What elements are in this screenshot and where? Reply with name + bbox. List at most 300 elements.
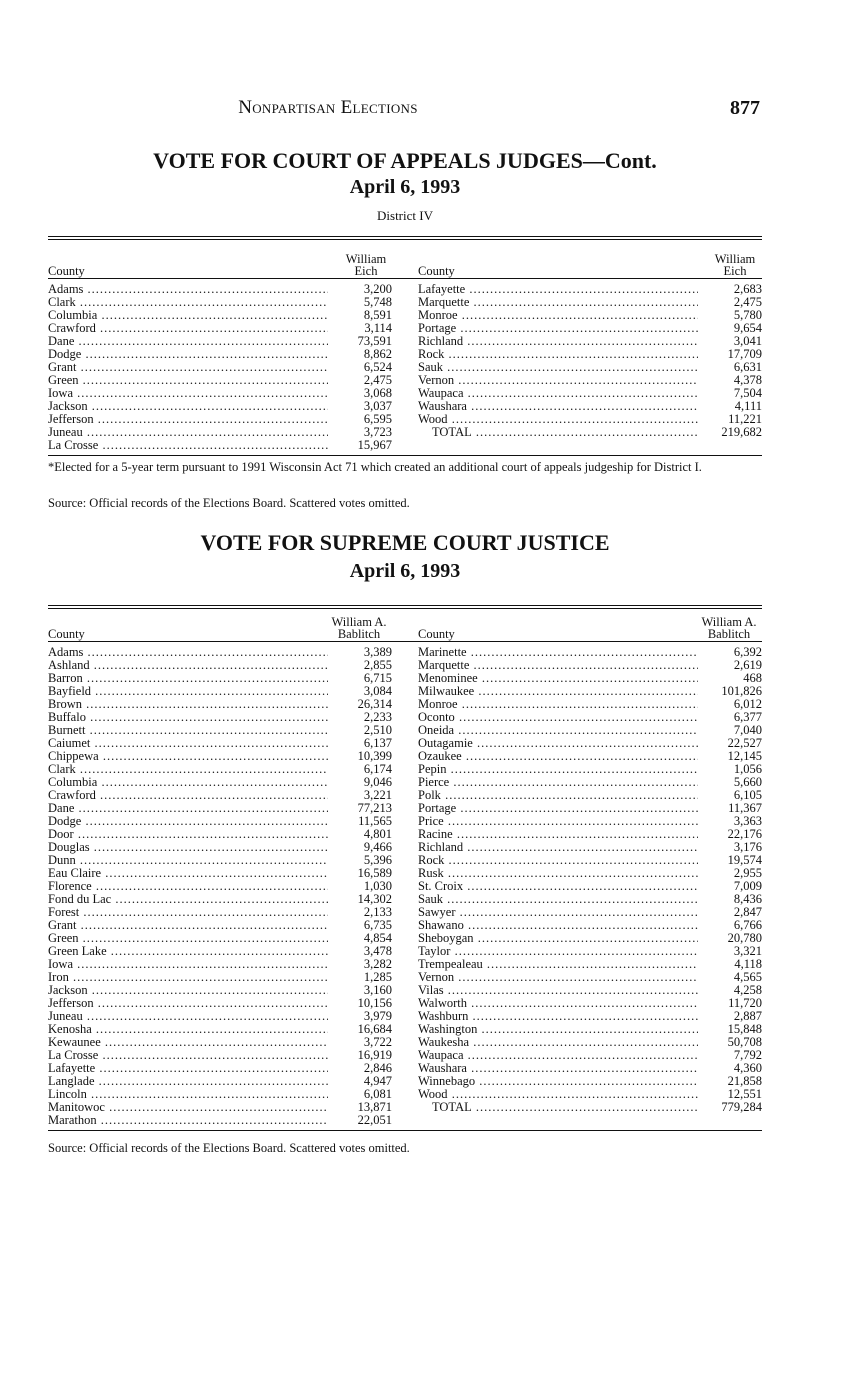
county-name: Lincoln ..... [48,1088,328,1101]
candidate-header-right [696,616,762,640]
county-name: Chippewa ..... [48,750,328,763]
table-row [418,893,762,906]
vote-count: 6,012 [698,698,762,711]
table-row [418,1049,762,1062]
table-row [48,1010,392,1023]
table-row [48,906,392,919]
county-name: Vernon ..... [418,971,698,984]
vote-count: 6,137 [328,737,392,750]
county-name: St. Croix ..... [418,880,698,893]
county-name: Portage ..... [418,322,698,335]
vote-count: 11,221 [698,413,762,426]
vote-count: 1,285 [328,971,392,984]
table-row [48,1023,392,1036]
county-name: Ozaukee ..... [418,750,698,763]
county-name: La Crosse ..... [48,439,328,452]
vote-count: 10,156 [328,997,392,1010]
supreme-date: April 6, 1993 [349,560,461,582]
vote-count: 6,392 [698,646,762,659]
section-title: Nonpartisan Elections [238,97,418,118]
total-votes: 779,284 [698,1101,762,1114]
vote-count: 3,363 [698,815,762,828]
county-name: La Crosse ..... [48,1049,328,1062]
vote-count: 16,919 [328,1049,392,1062]
table-row [418,932,762,945]
vote-count: 3,321 [698,945,762,958]
county-name: Manitowoc ..... [48,1101,328,1114]
table-row [418,400,762,413]
supreme-title: VOTE FOR SUPREME COURT JUSTICE [200,530,610,555]
county-name: Price ..... [418,815,698,828]
table-row [418,322,762,335]
table-row [48,426,392,439]
vote-count: 11,720 [698,997,762,1010]
table-row [48,309,392,322]
table-row [48,893,392,906]
county-name: Rock ..... [418,348,698,361]
county-name: Clark ..... [48,296,328,309]
vote-count: 3,221 [328,789,392,802]
table-row [48,348,392,361]
vote-count: 5,660 [698,776,762,789]
total-label: TOTAL ..... [418,426,698,439]
county-name: Green ..... [48,374,328,387]
vote-count: 6,377 [698,711,762,724]
table-row [418,815,762,828]
county-name: Washington ..... [418,1023,698,1036]
vote-count: 2,847 [698,906,762,919]
table-row [48,1101,392,1114]
vote-count: 3,037 [328,400,392,413]
table-row [48,711,392,724]
table-row [48,672,392,685]
vote-count: 3,041 [698,335,762,348]
vote-count: 3,176 [698,841,762,854]
county-name: Waukesha ..... [418,1036,698,1049]
table-row [418,750,762,763]
county-name: Waupaca ..... [418,1049,698,1062]
table-row [418,737,762,750]
vote-count: 11,565 [328,815,392,828]
county-name: Wood ..... [418,413,698,426]
county-name: Shawano ..... [418,919,698,932]
county-name: Portage ..... [418,802,698,815]
vote-count: 20,780 [698,932,762,945]
vote-count: 2,510 [328,724,392,737]
county-name: Iron ..... [48,971,328,984]
table-row [48,997,392,1010]
county-name: Brown ..... [48,698,328,711]
vote-count: 14,302 [328,893,392,906]
table-row [48,659,392,672]
candidate-first-name: William A. [331,615,387,629]
vote-count: 15,848 [698,1023,762,1036]
vote-count: 8,591 [328,309,392,322]
vote-count: 6,631 [698,361,762,374]
vote-count: 2,619 [698,659,762,672]
county-name: Burnett ..... [48,724,328,737]
vote-count: 3,114 [328,322,392,335]
candidate-first-name: William [345,252,387,266]
table-row [418,296,762,309]
vote-count: 21,858 [698,1075,762,1088]
county-name: Langlade ..... [48,1075,328,1088]
appeals-bottom-rule [48,455,762,456]
vote-count: 6,174 [328,763,392,776]
table-row [418,309,762,322]
table-row [48,815,392,828]
vote-count: 5,748 [328,296,392,309]
vote-count: 2,887 [698,1010,762,1023]
vote-count: 2,846 [328,1062,392,1075]
table-row [48,737,392,750]
table-row [48,646,392,659]
table-row [418,906,762,919]
county-name: Columbia ..... [48,309,328,322]
candidate-first-name: William A. [701,615,757,629]
vote-count: 6,081 [328,1088,392,1101]
county-name: Trempealeau ..... [418,958,698,971]
county-name: Jackson ..... [48,400,328,413]
vote-count: 9,046 [328,776,392,789]
vote-count: 2,233 [328,711,392,724]
table-row [48,984,392,997]
vote-count: 73,591 [328,335,392,348]
table-row [418,841,762,854]
county-name: Marquette ..... [418,659,698,672]
county-name: Monroe ..... [418,698,698,711]
table-row [48,1114,392,1127]
table-row [418,880,762,893]
county-name: Kenosha ..... [48,1023,328,1036]
total-votes: 219,682 [698,426,762,439]
vote-count: 4,360 [698,1062,762,1075]
vote-count: 13,871 [328,1101,392,1114]
county-name: Douglas ..... [48,841,328,854]
total-label: TOTAL ..... [418,1101,698,1114]
vote-count: 6,524 [328,361,392,374]
county-name: Iowa ..... [48,958,328,971]
header-rule [48,278,762,279]
vote-count: 6,105 [698,789,762,802]
county-name: Dane ..... [48,802,328,815]
vote-count: 2,475 [698,296,762,309]
county-name: Outagamie ..... [418,737,698,750]
vote-count: 3,478 [328,945,392,958]
county-name: Wood ..... [418,1088,698,1101]
county-name: Sauk ..... [418,893,698,906]
header-rule [48,641,762,642]
county-name: Columbia ..... [48,776,328,789]
right-column [418,646,762,1114]
vote-count: 4,854 [328,932,392,945]
supreme-bottom-rule [48,1130,762,1131]
county-name: Iowa ..... [48,387,328,400]
table-row [418,387,762,400]
vote-count: 26,314 [328,698,392,711]
vote-count: 7,009 [698,880,762,893]
vote-count: 6,735 [328,919,392,932]
county-name: Adams ..... [48,646,328,659]
table-row [418,672,762,685]
table-row [48,932,392,945]
table-row [48,283,392,296]
county-name: Clark ..... [48,763,328,776]
vote-count: 19,574 [698,854,762,867]
table-row [418,997,762,1010]
county-name: Walworth ..... [418,997,698,1010]
table-row [48,387,392,400]
appeals-date: April 6, 1993 [349,176,461,198]
county-name: Barron ..... [48,672,328,685]
county-name: Buffalo ..... [48,711,328,724]
table-row [418,348,762,361]
county-name: Adams ..... [48,283,328,296]
vote-count: 7,504 [698,387,762,400]
table-row [48,698,392,711]
table-row [418,867,762,880]
vote-count: 6,595 [328,413,392,426]
county-name: Washburn ..... [418,1010,698,1023]
county-name: Crawford ..... [48,322,328,335]
vote-count: 4,118 [698,958,762,971]
table-row [418,283,762,296]
table-row [48,413,392,426]
table-row [48,828,392,841]
vote-count: 11,367 [698,802,762,815]
county-name: Pierce ..... [418,776,698,789]
table-row [418,646,762,659]
vote-count: 4,801 [328,828,392,841]
table-row [48,1075,392,1088]
table-row [418,335,762,348]
table-row [48,854,392,867]
county-name: Monroe ..... [418,309,698,322]
county-name: Rock ..... [418,854,698,867]
appeals-title: VOTE FOR COURT OF APPEALS JUDGES—Cont. [153,148,657,173]
county-name: Dodge ..... [48,348,328,361]
county-name: Forest ..... [48,906,328,919]
county-name: Jackson ..... [48,984,328,997]
table-row [48,400,392,413]
county-name: Sheboygan ..... [418,932,698,945]
page-number: 877 [730,97,760,119]
table-row [418,659,762,672]
county-name: Vilas ..... [418,984,698,997]
county-header-right: County [418,627,455,641]
table-row [48,919,392,932]
table-row [418,919,762,932]
table-row [48,685,392,698]
total-row [418,426,762,439]
vote-count: 2,133 [328,906,392,919]
table-row [48,374,392,387]
county-name: Door ..... [48,828,328,841]
vote-count: 8,436 [698,893,762,906]
table-row [48,789,392,802]
table-row [418,789,762,802]
county-name: Rusk ..... [418,867,698,880]
table-row [418,945,762,958]
county-name: Bayfield ..... [48,685,328,698]
table-row [418,685,762,698]
table-row [418,776,762,789]
county-name: Crawford ..... [48,789,328,802]
table-row [418,374,762,387]
vote-count: 12,551 [698,1088,762,1101]
footnote: *Elected for a 5-year term pursuant to 1991 Wisconsin Act 71 which created an additional court of appeals judgeship for District I. [48,460,702,474]
vote-count: 4,947 [328,1075,392,1088]
vote-count: 22,051 [328,1114,392,1127]
table-row [418,1062,762,1075]
county-name: Jefferson ..... [48,997,328,1010]
candidate-header-right [708,253,762,277]
vote-count: 1,056 [698,763,762,776]
table-row [48,1062,392,1075]
county-name: Juneau ..... [48,426,328,439]
vote-count: 3,723 [328,426,392,439]
county-name: Waupaca ..... [418,387,698,400]
vote-count: 16,589 [328,867,392,880]
county-name: Dane ..... [48,335,328,348]
county-name: Taylor ..... [418,945,698,958]
vote-count: 17,709 [698,348,762,361]
county-name: Caiumet ..... [48,737,328,750]
supreme-source: Source: Official records of the Elections Board. Scattered votes omitted. [48,1141,410,1155]
vote-count: 22,527 [698,737,762,750]
table-row [48,776,392,789]
left-column [48,283,392,452]
table-row [48,867,392,880]
appeals-source: Source: Official records of the Elections Board. Scattered votes omitted. [48,496,410,510]
table-row [48,945,392,958]
county-name: Green ..... [48,932,328,945]
table-row [418,802,762,815]
county-name: Racine ..... [418,828,698,841]
supreme-table [48,605,762,1127]
table-row [418,763,762,776]
vote-count: 2,683 [698,283,762,296]
county-name: Grant ..... [48,919,328,932]
county-name: Oconto ..... [418,711,698,724]
candidate-last-name: Bablitch [707,627,751,641]
candidate-last-name: Bablitch [337,627,381,641]
table-row [48,322,392,335]
table-row [418,1036,762,1049]
county-name: Dodge ..... [48,815,328,828]
vote-count: 2,855 [328,659,392,672]
running-head [48,97,762,123]
table-row [48,958,392,971]
county-name: Juneau ..... [48,1010,328,1023]
table-row [418,698,762,711]
table-row [418,413,762,426]
county-name: Marathon ..... [48,1114,328,1127]
appeals-table [48,236,762,452]
table-row [48,1036,392,1049]
table-row [48,880,392,893]
table-row [48,750,392,763]
table-header [48,609,762,641]
vote-count: 16,684 [328,1023,392,1036]
table-row [418,711,762,724]
candidate-last-name: Eich [354,264,378,278]
table-row [418,1010,762,1023]
table-row [48,724,392,737]
table-row [48,1088,392,1101]
table-row [418,1088,762,1101]
vote-count: 4,258 [698,984,762,997]
vote-count: 8,862 [328,348,392,361]
county-name: Richland ..... [418,841,698,854]
county-name: Richland ..... [418,335,698,348]
vote-count: 2,955 [698,867,762,880]
table-row [48,763,392,776]
candidate-last-name: Eich [723,264,747,278]
county-name: Milwaukee ..... [418,685,698,698]
county-name: Lafayette ..... [48,1062,328,1075]
table-row [418,958,762,971]
vote-count: 5,396 [328,854,392,867]
table-row [418,724,762,737]
county-header-right: County [418,264,455,278]
vote-count: 3,068 [328,387,392,400]
vote-count: 3,979 [328,1010,392,1023]
table-row [48,841,392,854]
county-name: Marquette ..... [418,296,698,309]
county-header-left: County [48,264,85,278]
county-name: Polk ..... [418,789,698,802]
table-row [48,439,392,452]
total-row [418,1101,762,1114]
vote-count: 4,378 [698,374,762,387]
table-row [418,1023,762,1036]
table-row [418,971,762,984]
county-name: Sawyer ..... [418,906,698,919]
vote-count: 9,654 [698,322,762,335]
vote-count: 5,780 [698,309,762,322]
vote-count: 6,715 [328,672,392,685]
county-name: Waushara ..... [418,400,698,413]
vote-count: 3,282 [328,958,392,971]
county-name: Lafayette ..... [418,283,698,296]
vote-count: 3,200 [328,283,392,296]
table-row [48,296,392,309]
table-row [418,361,762,374]
table-row [48,1049,392,1062]
county-name: Menominee ..... [418,672,698,685]
county-name: Pepin ..... [418,763,698,776]
vote-count: 7,792 [698,1049,762,1062]
county-name: Ashland ..... [48,659,328,672]
table-row [418,1075,762,1088]
table-row [48,335,392,348]
county-name: Florence ..... [48,880,328,893]
county-name: Green Lake ..... [48,945,328,958]
vote-count: 468 [698,672,762,685]
table-row [48,971,392,984]
vote-count: 22,176 [698,828,762,841]
vote-count: 9,466 [328,841,392,854]
vote-count: 3,160 [328,984,392,997]
table-row [418,984,762,997]
county-name: Dunn ..... [48,854,328,867]
county-name: Marinette ..... [418,646,698,659]
county-name: Vernon ..... [418,374,698,387]
table-header [48,240,762,278]
candidate-header-left [340,253,392,277]
candidate-first-name: William [714,252,756,266]
